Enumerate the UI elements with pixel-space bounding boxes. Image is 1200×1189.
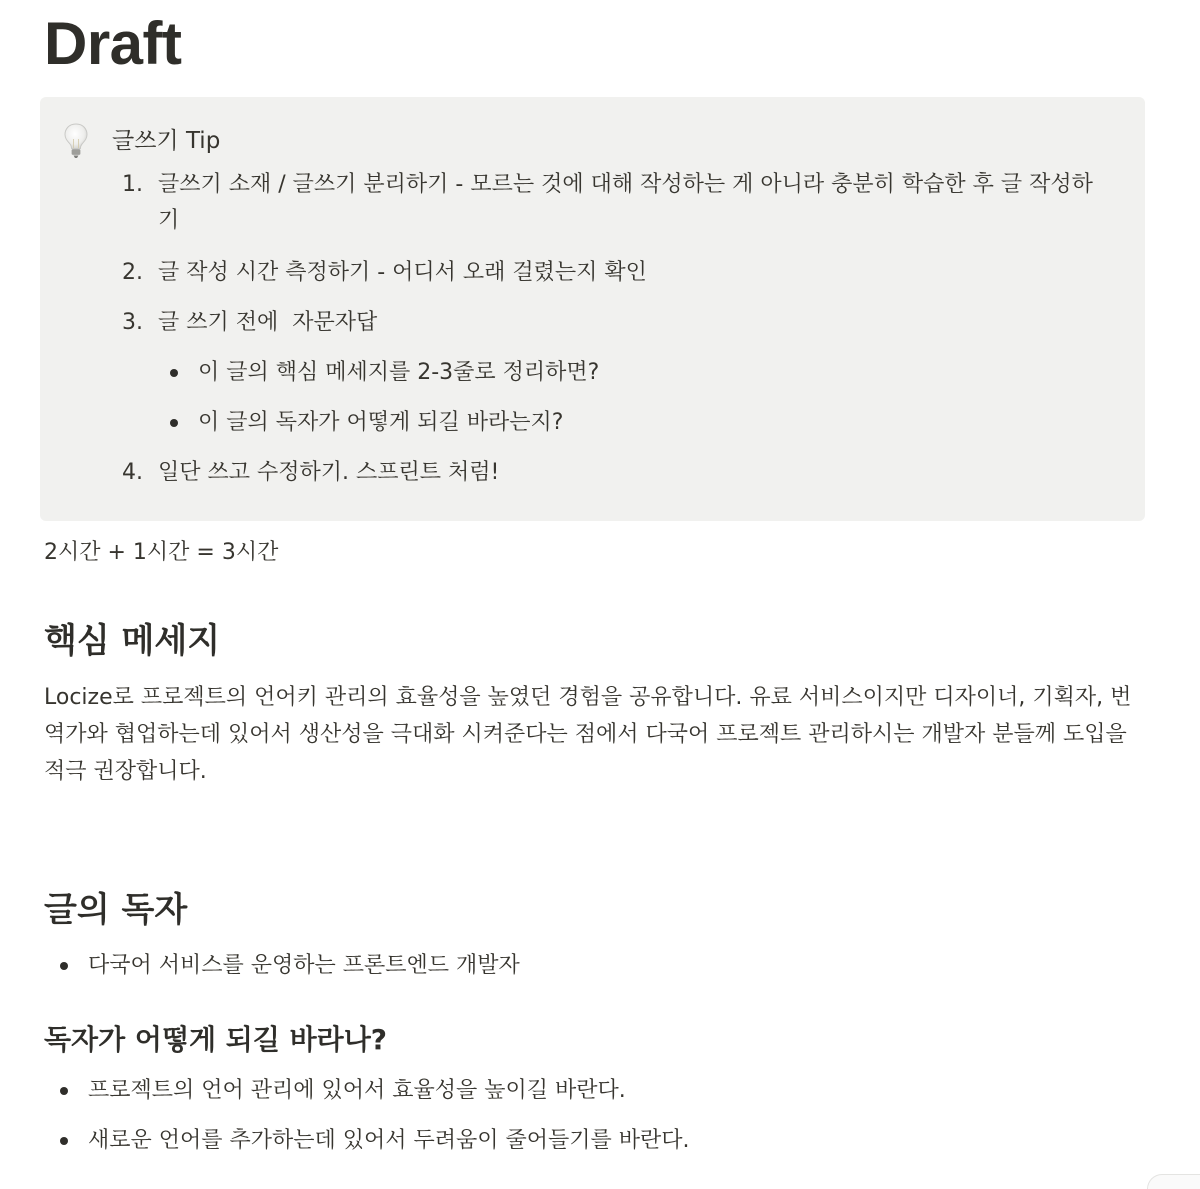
heading-key-message[interactable]: 핵심 메세지 [44,621,221,661]
list-item-text: 프로젝트의 언어 관리에 있어서 효율성을 높이길 바란다. [88,1078,626,1103]
time-note[interactable]: 2시간 + 1시간 = 3시간 [44,540,279,565]
list-item-text: 일단 쓰고 수정하기. 스프린트 처럼! [158,460,500,485]
callout-title[interactable]: 글쓰기 Tip [112,128,221,154]
bullet-icon [170,369,178,377]
list-item-text: 글 작성 시간 측정하기 - 어디서 오래 걸렸는지 확인 [158,260,647,285]
heading-hopes[interactable]: 독자가 어떻게 되길 바라나? [44,1023,388,1056]
list-item-text: 새로운 언어를 추가하는데 있어서 두려움이 줄어들기를 바란다. [88,1128,690,1153]
bullet-icon [170,419,178,427]
list-number: 3. [122,310,143,335]
list-number: 4. [122,460,143,485]
list-item-text: 글쓰기 소재 / 글쓰기 분리하기 - 모르는 것에 대해 작성하는 게 아니라 충분히 학습한 후 글 작성하기 [158,172,1093,233]
list-item-text: 이 글의 독자가 어떻게 되길 바라는지? [198,410,564,435]
bullet-icon [60,1087,68,1095]
key-message-paragraph[interactable]: Locize로 프로젝트의 언어키 관리의 효율성을 높였던 경험을 공유합니다. 유료 서비스이지만 디자이너, 기획자, 번역가와 협업하는데 있어서 생산성을 극대화 시켜준다는 점에서 다국어 프로젝트 관리하시는 개발자 분들께 도입을 적극 권장합니다. [44,685,1132,784]
list-item-text: 다국어 서비스를 운영하는 프론트엔드 개발자 [88,953,520,978]
heading-readers[interactable]: 글의 독자 [44,890,188,930]
callout-block[interactable] [40,97,1145,521]
bullet-icon [60,962,68,970]
list-item-text: 글 쓰기 전에 자문자답 [158,310,378,335]
list-number: 2. [122,260,143,285]
bullet-icon [60,1137,68,1145]
lightbulb-icon[interactable] [62,121,90,161]
help-button-edge[interactable] [1147,1174,1200,1189]
page-title[interactable]: Draft [44,10,182,77]
list-item-text: 이 글의 핵심 메세지를 2-3줄로 정리하면? [198,360,600,385]
list-number: 1. [122,172,143,197]
